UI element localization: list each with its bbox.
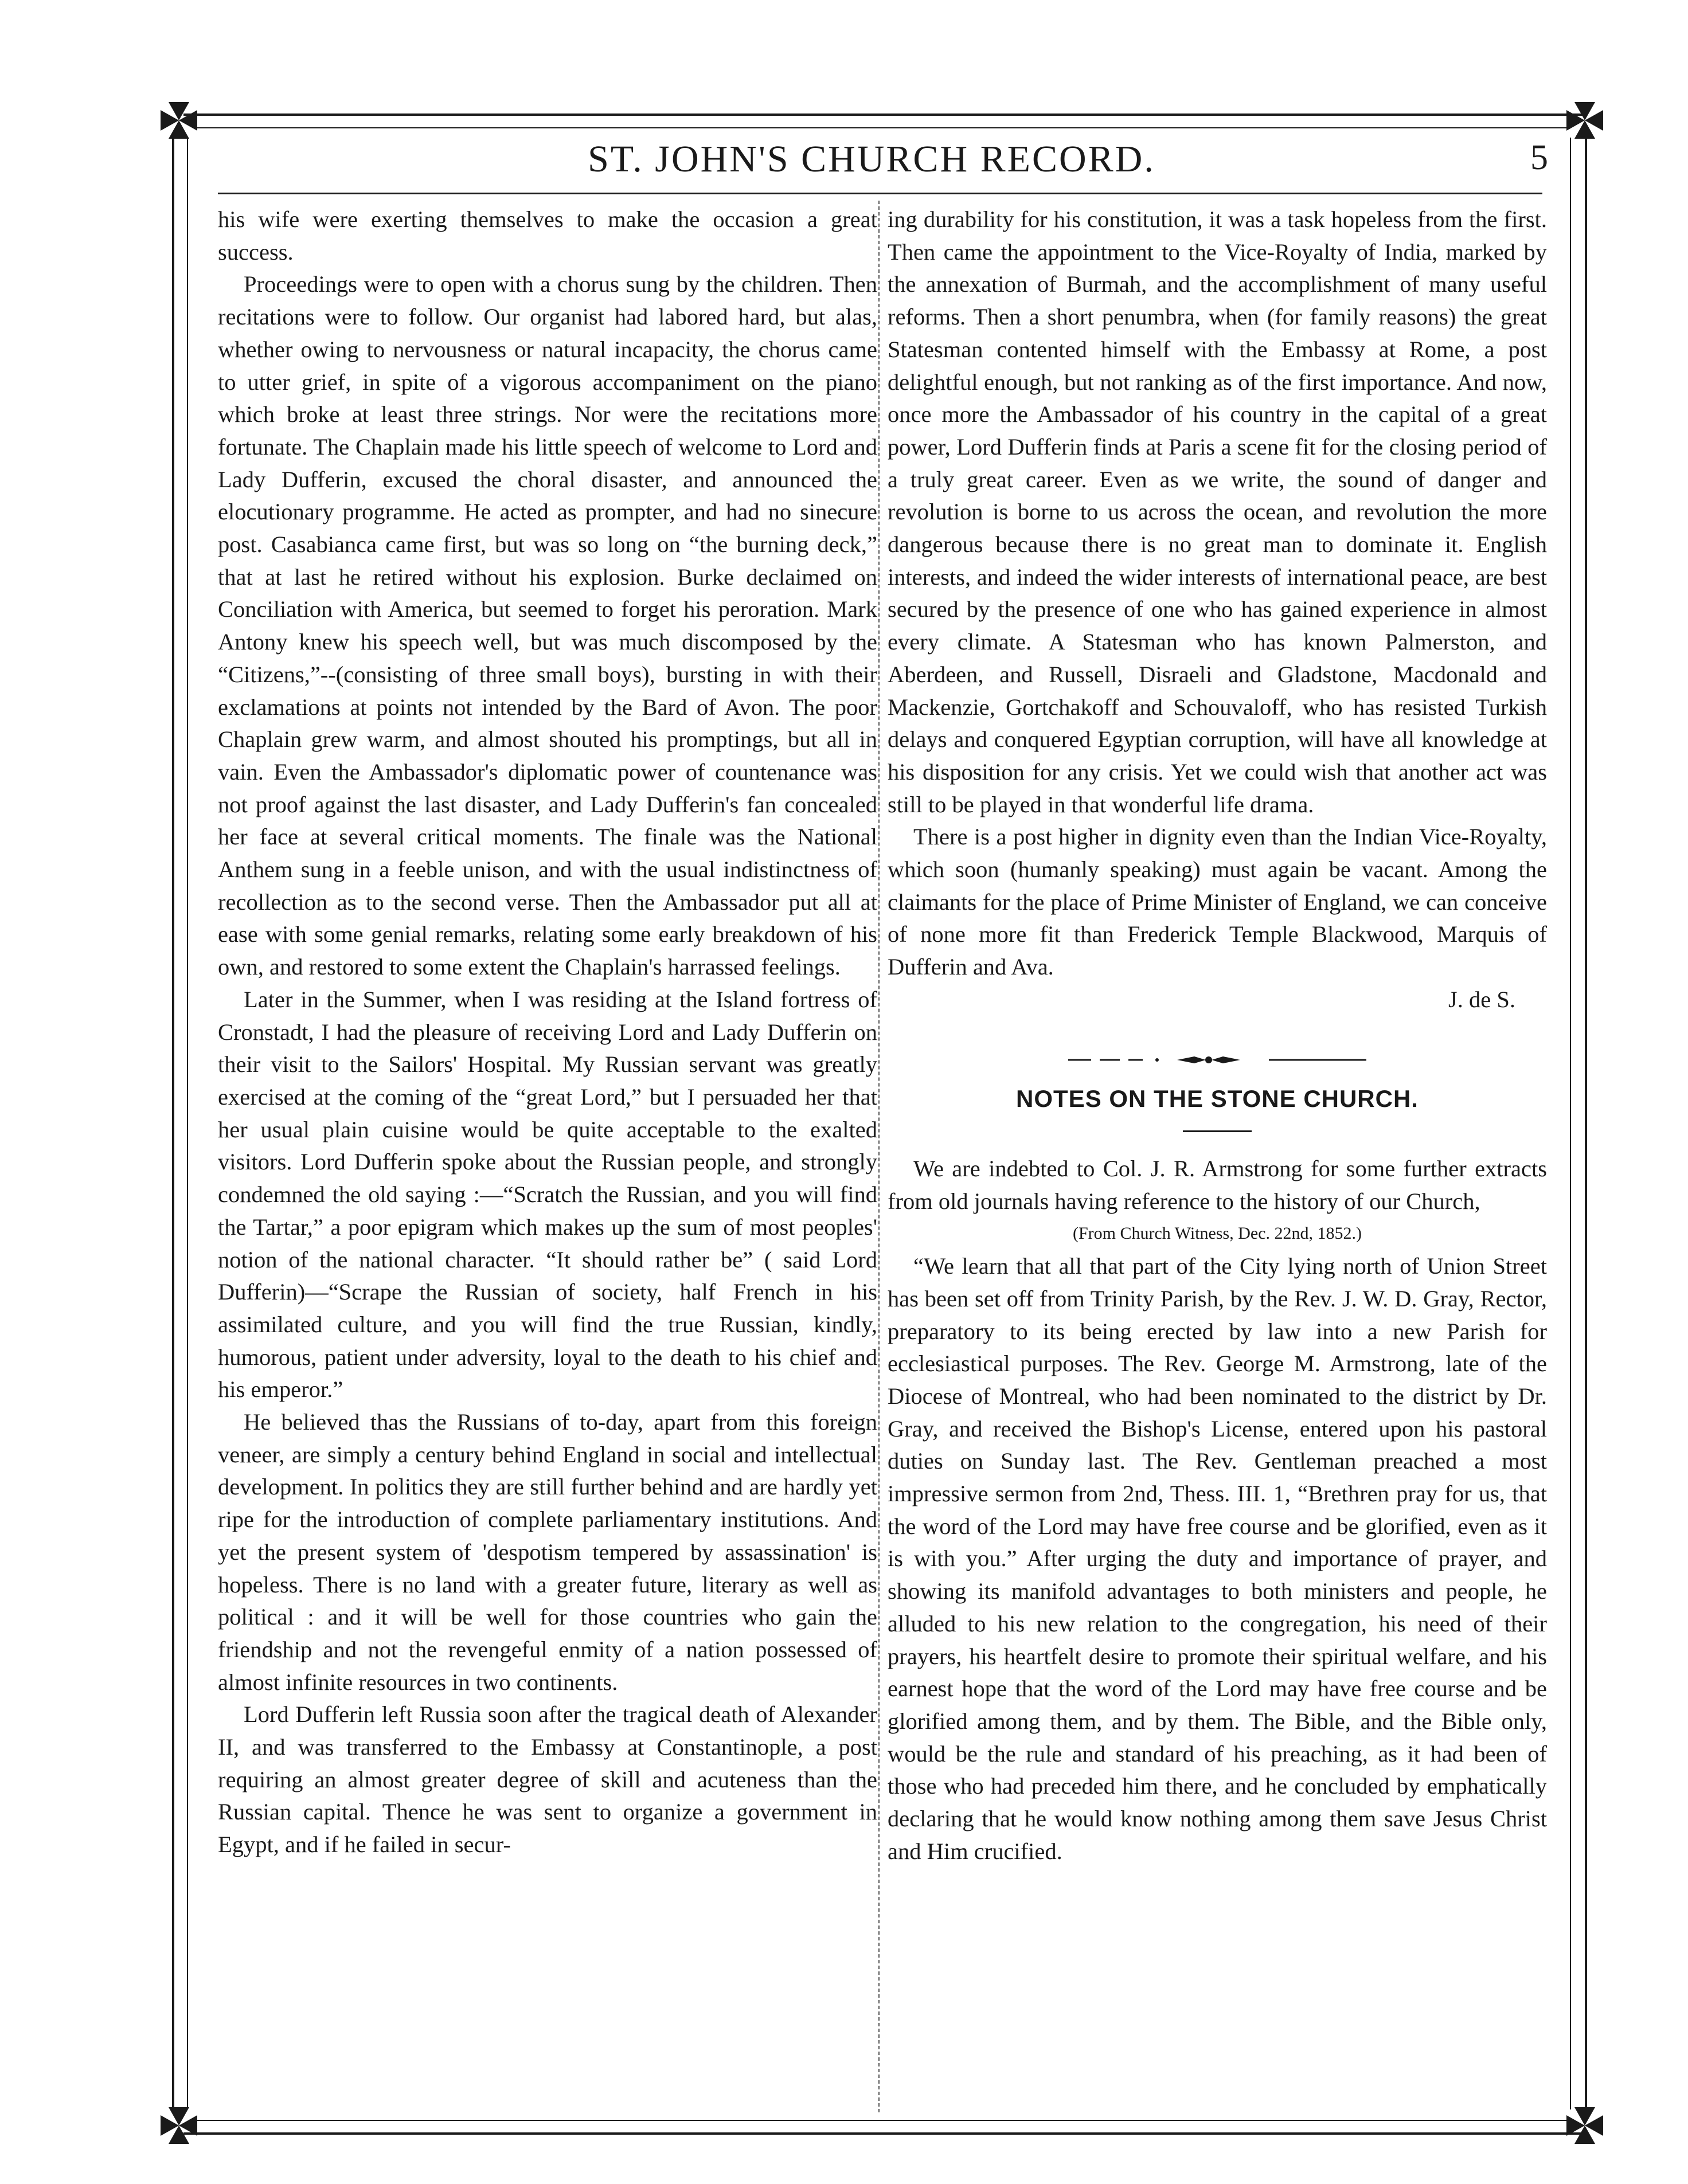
paragraph: Lord Dufferin left Russia soon after the tragical death of Alexander II, and was transferred to the Embassy at Constantinople, a post requiring an almost greater degree of skill and acuteness than the Russian capital. Thence he was sent to organize a government in Egypt, and if he failed in secur- bbox=[218, 1701, 877, 1858]
maltese-cross-icon bbox=[1562, 97, 1608, 143]
page-header bbox=[195, 138, 1548, 189]
paragraph: ing durability for his constitution, it was a task hopeless from the first. Then came the appointment to the Vice-Royalty of India, marked by the annexation of Burmah, and the accomplishment of many useful reforms. Then a short penumbra, when (for family reasons) the great Statesman contented himself with the Embassy at Rome, a post delightful enough, but not ranking as of the first importance. And now, once more the Ambassador of his country in the capital of a great power, Lord Dufferin finds at Paris a scene fit for the closing period of a truly great career. Even as we write, the sound of danger and revolution is borne to us across the ocean, and revolution the more dangerous because there is no great man to dominate it. English interests, and indeed the wider interests of international peace, are best secured by the presence of one who has gained experience in almost every climate. A Statesman who has known Palmerston, and Aberdeen, and Russell, Disraeli and Gladstone, Macdonald and Mackenzie, Gortchakoff and Schouvaloff, who has resisted Turkish delays and conquered Egyptian corruption, will have all knowledge at his disposition for any crisis. Yet we could wish that another act was still to be played in that wonderful life drama. bbox=[888, 206, 1547, 817]
frame-top-inner bbox=[195, 127, 1571, 128]
ornament-icon bbox=[1057, 1054, 1378, 1066]
column-divider bbox=[878, 201, 880, 2112]
heading-rule bbox=[1183, 1130, 1252, 1132]
maltese-cross-icon bbox=[1562, 2103, 1608, 2148]
paragraph: He believed thas the Russians of to-day, apart from this foreign veneer, are simply a century behind England in social and intellectual development. In politics they are still further behind and are hardly yet ripe for the introduction of complete parliamentary institutions. And yet the present system of 'despotism tempered by assassination' is hopeless. There is no land with a greater future, literary as well as political : and it will be well for those countries who gain the friendship and not the revengeful enmity of a nation possessed of almost infinite resources in two continents. bbox=[218, 1409, 877, 1695]
section-heading: NOTES ON THE STONE CHURCH. bbox=[1016, 1085, 1419, 1113]
frame-right-outer bbox=[1585, 138, 1587, 2109]
paragraph: Later in the Summer, when I was residing at the Island fortress of Cronstadt, I had the pleasure of receiving Lord and Lady Dufferin on their visit to the Sailors' Hospital. My Russian servant was greatly exercised at the coming of the “great Lord,” but I persuaded her that her usual plain cuisine would be quite acceptable to the exalted visitors. Lord Dufferin spoke about the Russian people, and strongly condemned the old saying :—“Scratch the Russian, and you will find the Tartar,” a poor epigram which makes up the sum of most peoples' notion of the national character. “It should rather be” ( said Lord Dufferin)—“Scrape the Russian of society, half French in his assimilated culture, and you will find the true Russian, kindly, humorous, patient under adversity, loyal to the death to his chief and his emperor.” bbox=[218, 986, 877, 1403]
author-signature: J. de S. bbox=[1448, 986, 1515, 1012]
quote-paragraph: “We learn that all that part of the City lying north of Union Street has been set off from Trinity Parish, by the Rev. J. W. D. Gray, Rector, preparatory to its being erected by law into a new Parish for ecclesiastical purposes. The Rev. George M. Armstrong, late of the Diocese of Montreal, who had been nominated to the district by Dr. Gray, and received the Bishop's License, entered upon his pastoral duties on Sunday last. The Rev. Gentleman preached a most impressive sermon from 2nd, Thess. III. 1, “Brethren pray for us, that the word of the Lord may have free course and be glorified, even as it is with you.” After urging the duty and importance of prayer, and showing its manifold advantages to both ministers and people, he alluded to his new relation to the congregation, his need of their prayers, his heartfelt desire to promote their spiritual welfare, and his earnest hope that the word of the Lord may have free course and be glorified among them, and by them. The Bible, and the Bible only, would be the rule and standard of his preaching, as it had been of those who had preceded him there, and he concluded by emphatically declaring that he would know nothing among them save Jesus Christ and Him crucified. bbox=[888, 1253, 1547, 1864]
maltese-cross-icon bbox=[156, 97, 202, 143]
frame-bottom-outer bbox=[183, 2132, 1583, 2135]
source-line: (From Church Witness, Dec. 22nd, 1852.) bbox=[1072, 1224, 1362, 1243]
left-column bbox=[218, 203, 877, 2112]
paragraph: Proceedings were to open with a chorus sung by the children. Then recitations were to follow. Our organist had labored hard, but alas, whether owing to nervousness or natural incapacity, the chorus came to utter grief, in spite of a vigorous accompaniment on the piano which broke at least three strings. Nor were the recitations more fortunate. The Chaplain made his little speech of welcome to Lord and Lady Dufferin, excused the choral disaster, and announced the elocutionary programme. He acted as prompter, and had no sinecure post. Casabianca came first, but was so long on “the burning deck,” that at last he retired without his explosion. Burke declaimed on Conciliation with America, but seemed to forget his peroration. Mark Antony knew his speech well, but was much discomposed by the “Citizens,”--(consisting of three small boys), bursting in with their exclamations at points not intended by the Bard of Avon. The poor Chaplain grew warm, and almost shouted his promptings, but all in vain. Even the Ambassador's diplomatic power of countenance was not proof against the last disaster, and Lady Dufferin's fan concealed her face at several critical moments. The finale was the National Anthem sung in a feeble unison, and with the usual indistinctness of recollection as to the second verse. Then the Ambassador put all at ease with some genial remarks, relating some early breakdown of his own, and restored to some extent the Chaplain's harrassed feelings. bbox=[218, 271, 877, 980]
section-ornament bbox=[888, 1043, 1547, 1075]
maltese-cross-icon bbox=[156, 2103, 202, 2148]
page-number: 5 bbox=[1530, 138, 1548, 177]
frame-bottom-inner bbox=[195, 2120, 1571, 2121]
frame-right-inner bbox=[1570, 138, 1571, 2109]
paragraph: his wife were exerting themselves to make the occasion a great success. bbox=[218, 206, 877, 265]
header-underline bbox=[218, 193, 1542, 194]
page-title: ST. JOHN'S CHURCH RECORD. bbox=[588, 138, 1155, 180]
right-column bbox=[888, 203, 1547, 2112]
frame-top-outer bbox=[183, 113, 1583, 116]
intro-paragraph: We are indebted to Col. J. R. Armstrong for some further extracts from old journals having reference to the history of our Church, bbox=[888, 1155, 1547, 1214]
frame-left-inner bbox=[187, 138, 188, 2109]
paragraph: There is a post higher in dignity even than the Indian Vice-Royalty, which soon (humanly speaking) must again be vacant. Among the claimants for the place of Prime Minister of England, we can conceive of none more fit than Frederick Temple Blackwood, Marquis of Dufferin and Ava. bbox=[888, 824, 1547, 980]
frame-left-outer bbox=[172, 138, 174, 2109]
